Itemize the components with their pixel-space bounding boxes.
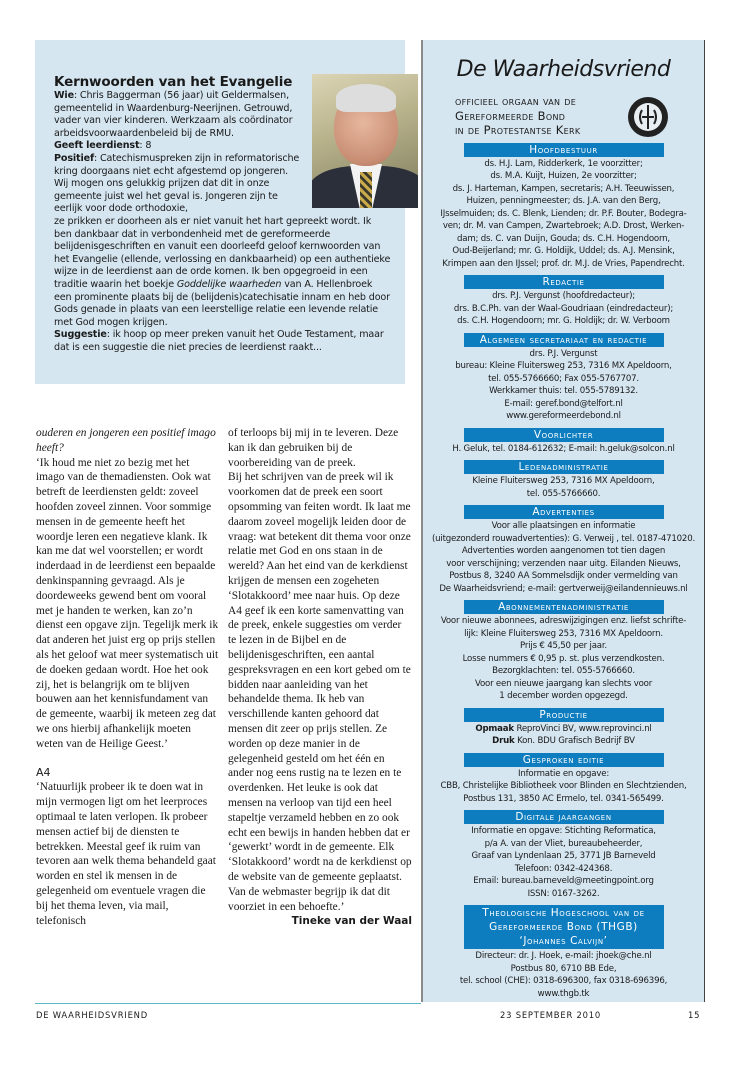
positive-text-2: ze prikken er doorheen als er niet vanuit het hart gepreekt wordt. Ik ben dankbaar dat in verbondenheid met de gereformeerde belijdenisgeschriften en vanuit een doorleefd geloof kernwoorden van het Evangelie (ellende, verlossing en dankbaarheid) op een authentieke wijze in de leerdienst aan de orde komen. Ik ben opgegroeid in een traditie waarin het boekje [54, 215, 391, 290]
colophon-section [423, 275, 704, 328]
section-line: Postbus 131, 3850 AC Ermelo, tel. 0341-565499. [463, 793, 664, 804]
layout-label: Opmaak [475, 723, 514, 734]
article-paragraph: of terloops bij mij in te leveren. Deze kan ik dan gebruiken bij de voorbereiding van de preek. [228, 427, 399, 469]
footer-publication: DE WAARHEIDSVRIEND [36, 1010, 148, 1020]
colophon-section [423, 753, 704, 806]
section-line: tel. school (CHE): 0318-696300, fax 0318-696396, [459, 976, 668, 986]
section-line: tel. 055-5766660. [526, 488, 601, 499]
colophon-sections [423, 143, 704, 1001]
section-heading: Abonnementenadministratie [464, 600, 664, 614]
section-line: p/a A. van der Vliet, bureaubeheerder, [484, 838, 643, 849]
print-text: Kon. BDU Grafisch Bedrijf BV [514, 736, 635, 746]
section-line: Voor alle plaatsingen en informatie [491, 521, 636, 531]
section-line: Advertenties worden aangenomen tot tien dagen [461, 546, 666, 556]
section-line: ds. H.J. Lam, Ridderkerk, 1e voorzitter; [484, 158, 643, 169]
section-line[interactable]: www.gereformeerdebond.nl [506, 411, 621, 421]
section-line: voor verschijning; verzenden naar uitg. Eilanden Nieuws, [446, 558, 681, 569]
portrait-photo [312, 74, 418, 208]
gives-text: : 8 [139, 140, 152, 152]
who-text: : Chris Baggerman (56 jaar) uit Geldermalsen, gemeentelid in Waardenburg-Neerijnen. Getrouwd, vader van vier kinderen. Werkzaam als coördinator arbeidsvoorwaardenbeleid bij de RMU. [54, 90, 293, 139]
section-heading: Algemeen secretariaat en redactie [464, 333, 664, 347]
colophon-section [423, 505, 704, 595]
profile-gives [54, 140, 304, 153]
layout-text: ReproVinci BV, www.reprovinci.nl [513, 723, 652, 734]
production-layout [423, 723, 704, 736]
section-line: Telefoon: 0342-424368. [514, 863, 613, 874]
section-heading: Productie [464, 708, 664, 722]
profile-positive [54, 153, 304, 216]
section-line[interactable]: E-mail: geref.bond@telfort.nl [504, 398, 623, 409]
section-heading: Voorlichter [464, 428, 664, 442]
positive-text-1: : Catechismuspreken zijn in reformatorische kring doorgaans niet echt afgestemd op jongeren. Wij mogen ons gelukkig prijzen dat dit in onze gemeente juist wel het geval is. Jongeren zijn te eerlijk voor dode orthodoxie, [54, 152, 300, 215]
colophon-section [423, 143, 704, 271]
section-line: Bezorgklachten: tel. 055-5766660. [492, 666, 635, 676]
organization-block [455, 94, 704, 138]
suggestion-label: Suggestie [54, 329, 107, 341]
section-line: Oud-Beijerland; mr. G. Holdijk, Uddel; ds. A.J. Mensink, [452, 246, 675, 256]
section-line[interactable]: Email: bureau.barneveld@meetingpoint.org [473, 876, 654, 886]
section-line: Krimpen aan den IJssel; prof. dr. M.J. de Vries, Papendrecht. [442, 258, 685, 269]
section-line: tel. 055-5766660; Fax 055-5767707. [488, 373, 639, 384]
article-paragraph: Bij het schrijven van de preek wil ik voorkomen dat de preek een soort opsomming van feiten wordt. Ik laat me daarom zoveel mogelijk leiden door de vraag: wat betekent dit thema voor onze relatie met God en ons staan in de wereld? Aan het eind van de kerkdienst krijgen de mensen een zogeheten ‘Slotakkoord’ mee naar huis. Op deze A4 geef ik een korte samenvatting van de preek, enkele suggesties om verder te lezen in de Bijbel en de belijdenisgeschriften, een aantal gespreksvragen en een kort gebed om te bidden naar aanleiding van het behandelde thema. Ik heb van verschillende kanten gehoord dat mensen dit zeer op prijs stellen. Ze worden op deze manier in de gelegenheid gesteld om het één en ander nog eens rustig na te lezen en te overdenken. Het leuke is ook dat mensen na verloop van tijd een heel stapeltje verzameld hebben en zo ook echt een bewijs in handen hebben dat er ‘gewerkt’ wordt in de gemeente. Elk ‘Slotakkoord’ wordt na de kerkdienst op de website van de gemeente geplaatst. Van de webmaster begrijp ik dat dit voorziet in een behoefte.’ [228, 471, 412, 913]
colophon-section [423, 428, 704, 456]
production-print [423, 735, 704, 748]
org-line: in de Protestantse Kerk [455, 123, 581, 137]
section-line: ds. J. Harteman, Kampen, secretaris; A.H. Teeuwissen, [452, 183, 675, 194]
who-label: Wie [54, 90, 74, 101]
article-paragraph: ‘Ik houd me niet zo bezig met het imago van de themadiensten. Ook wat betreft de leerdiensten geldt: zoveel hoofden zoveel zinnen. Voor sommige mensen in de gemeente heeft het woordje leren een negatieve klank. Ik kan me dat wel voorstellen; er wordt inderdaad in de leerdienst een bepaalde denkinspanning gevraagd. Als je doordeweeks gewend bent om vooral met je handen te werken, kan zo’n dienst een opgave zijn. Tegelijk merk ik dat anderen het juist erg op prijs stellen als het geloof wat meer systematisch uit de doeken gedaan wordt. Hoe het ook zij, het is belangrijk om te blijven bouwen aan het kennisfundament van de gemeente, waarbij ik meteen zeg dat we ons hierbij afhankelijk moeten weten van de Heilige Geest.’ [36, 456, 219, 750]
footer-date: 23 SEPTEMBER 2010 [500, 1010, 602, 1020]
profile-suggestion [54, 329, 391, 354]
colophon-section [423, 905, 704, 1000]
photo-tie [360, 172, 372, 208]
section-line: ven; dr. M. van Campen, Zwartebroek; A.D. Drost, Werken- [442, 221, 685, 231]
colophon-section [423, 600, 704, 703]
section-heading: Digitale jaargangen [464, 810, 664, 824]
section-line[interactable]: Directeur: dr. J. Hoek, e-mail: jhoek@che.nl [475, 951, 652, 961]
section-line: drs. P.J. Vergunst (hoofdredacteur); [492, 291, 635, 301]
colophon-section [423, 460, 704, 500]
section-line: Informatie en opgave: Stichting Reformatica, [471, 826, 656, 836]
colophon-section [423, 333, 704, 423]
section-heading-line: Gereformeerde Bond (THGB) [489, 921, 638, 933]
profile-who [54, 90, 304, 140]
article-subheading: A4 [36, 765, 51, 779]
article-author: Tineke van der Waal [291, 915, 412, 928]
section-line[interactable]: www.thgb.tk [537, 988, 590, 999]
positive-text-3: van A. Hellenbroek een prominente plaats bij de (belijdenis)catechisatie innam en heb door Gods genade in plaats van een leerstellige relatie een levende relatie met God mogen krijgen. [54, 278, 390, 328]
gives-label: Geeft leerdienst [54, 140, 140, 152]
section-line: Huizen, penningmeester; ds. J.A. van den Berg, [466, 196, 661, 206]
section-line: bureau: Kleine Fluitersweg 253, 7316 MX Apeldoorn, [455, 361, 672, 371]
section-line: dam; ds. C. van Duijn, Gouda; ds. C.H. Hogendoorn, [457, 233, 670, 244]
section-line: CBB, Christelijke Bibliotheek voor Blinden en Slechtzienden, [440, 781, 687, 791]
section-line: Voor nieuwe abonnees, adreswijzigingen enz. liefst schrifte- [440, 616, 687, 626]
section-line[interactable]: De Waarheidsvriend; e-mail: gertverweij@eilandennieuws.nl [439, 583, 688, 594]
org-line: Gereformeerde Bond [455, 108, 566, 123]
section-line: drs. P.J. Vergunst [529, 348, 598, 359]
section-heading-line: Theologische Hogeschool van de [482, 907, 645, 919]
positive-label: Positief [54, 152, 94, 164]
section-line: (uitgezonderd rouwadvertenties): G. Verweij , tel. 0187-471020. [432, 533, 695, 544]
section-heading-line: ‘Johannes Calvijn’ [519, 935, 608, 947]
section-heading: Gesproken editie [464, 753, 664, 767]
section-heading [464, 905, 664, 949]
colophon-section [423, 810, 704, 900]
section-heading: Redactie [464, 275, 664, 289]
section-line: Informatie en opgave: [517, 768, 610, 779]
print-label: Druk [492, 736, 515, 746]
footer-rule [35, 1003, 421, 1004]
gereformeerde-bond-seal-icon [627, 96, 669, 138]
section-line: Werkkamer thuis: tel. 055-5789132. [489, 386, 638, 396]
profile-positive-cont [54, 216, 391, 329]
section-line: Prijs € 45,50 per jaar. [520, 641, 607, 651]
section-heading: Advertenties [464, 505, 664, 519]
section-line: 1 december worden opgezegd. [499, 691, 628, 701]
section-line: lijk: Kleine Fluitersweg 253, 7316 MX Apeldoorn. [464, 628, 663, 639]
section-line: Postbus 8, 3240 AA Sommelsdijk onder vermelding van [449, 571, 678, 581]
profile-title: Kernwoorden van het Evangelie [54, 74, 293, 90]
section-line: Losse nummers € 0,95 p. st. plus verzendkosten. [462, 653, 665, 664]
section-line: Graaf van Lyndenlaan 25, 3771 JB Barneveld [471, 851, 656, 861]
section-line: ds. C.H. Hogendoorn; mr. G. Holdijk; dr. W. Verboom [457, 316, 670, 326]
page-number: 15 [688, 1010, 701, 1020]
section-line: drs. B.C.Ph. van der Waal-Goudriaan (eindredacteur); [453, 303, 674, 314]
section-line: Voor een nieuwe jaargang kan slechts voor [474, 678, 653, 689]
section-line: Kleine Fluitersweg 253, 7316 MX Apeldoorn, [472, 476, 655, 486]
book-title: Goddelijke waarheden [176, 278, 282, 290]
section-line: ISSN: 0167-3262. [527, 888, 600, 899]
org-line: officieel orgaan van de [455, 94, 577, 108]
colophon-section [423, 708, 704, 748]
masthead: De Waarheidsvriend [456, 57, 671, 82]
article-column-2 [228, 426, 412, 929]
photo-hair [336, 84, 396, 112]
suggestion-text: : ik hoop op meer preken vanuit het Oude Testament, maar dat is een suggestie die niet precies de leerdienst raakt... [54, 329, 384, 353]
section-line: Postbus 80, 6710 BB Ede, [510, 963, 617, 974]
section-heading: Hoofdbestuur [464, 143, 664, 157]
section-line: ds. M.A. Kuijt, Huizen, 2e voorzitter; [490, 171, 637, 181]
section-line[interactable]: H. Geluk, tel. 0184-612632; E-mail: h.geluk@solcon.nl [452, 443, 675, 454]
article-question: ouderen en jongeren een positief imago heeft? [36, 427, 216, 454]
colophon-box [421, 40, 705, 1002]
profile-box [35, 40, 405, 384]
article-paragraph: ‘Natuurlijk probeer ik te doen wat in mijn vermogen ligt om het leerproces optimaal te laten verlopen. Ik probeer mensen actief bij de diensten te betrekken. Meestal geef ik ruim van tevoren aan welk thema behandeld gaat worden en stel ik mensen in de gelegenheid om eventuele vragen die bij het thema leven, via mail, telefonisch [36, 781, 216, 927]
section-heading: Ledenadministratie [464, 460, 664, 474]
section-line: IJsselmuiden; ds. C. Blenk, Lienden; dr. P.F. Bouter, Bodegra- [440, 208, 687, 219]
article-column-1 [36, 426, 220, 928]
